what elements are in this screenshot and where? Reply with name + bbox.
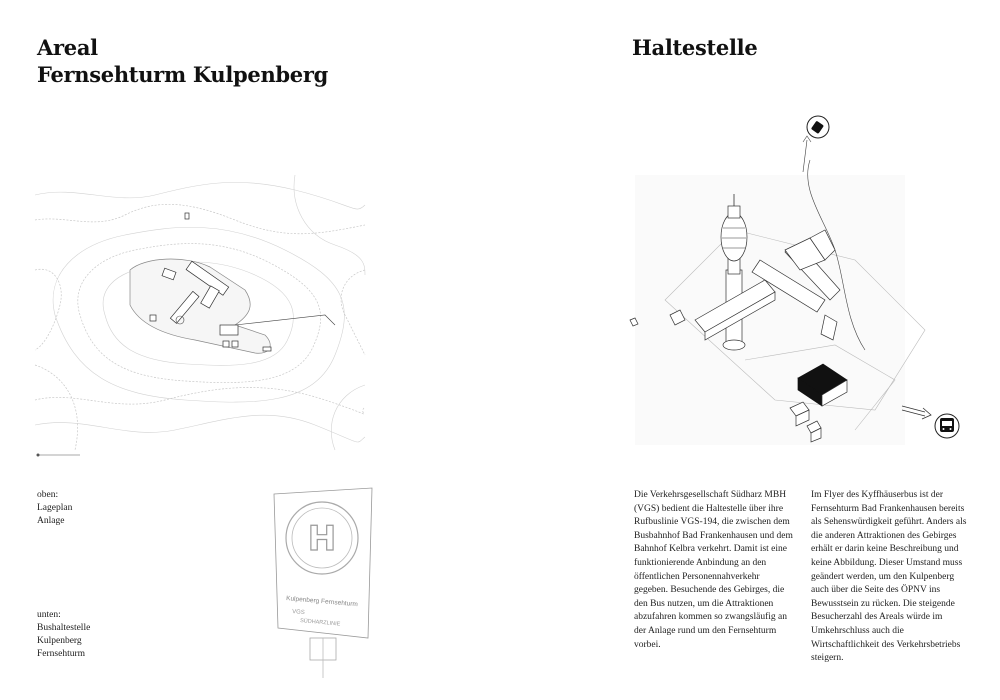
caption-bottom	[37, 609, 90, 661]
page-title-right: Haltestelle	[632, 35, 758, 60]
caption-top-line: oben:	[37, 490, 59, 500]
scale-bar	[37, 454, 81, 457]
title-line-2: Fernsehturm Kulpenberg	[37, 62, 329, 87]
caption-bottom-line: Bushaltestelle	[37, 623, 91, 633]
caption-top-line: Anlage	[37, 516, 65, 526]
sign-line: SÜDHARZLINIE	[299, 618, 341, 628]
axonometric-drawing	[625, 110, 965, 440]
page-title-left	[37, 34, 328, 88]
sign-operator: VGS	[291, 609, 305, 617]
bus-icon	[935, 414, 959, 438]
site-plan-drawing	[35, 175, 365, 450]
caption-bottom-line: unten:	[37, 610, 61, 620]
caption-top	[37, 489, 72, 528]
sign-station-name: Kulpenberg Fernsehturm	[285, 595, 359, 609]
title-line-1: Areal	[37, 35, 98, 60]
arrow-to-car	[803, 140, 807, 172]
text-column-2: Im Flyer des Kyffhäuserbus ist der Fernsehturm Bad Frankenhausen bereits als Sehenswürdigkeit geführt. Anders als die anderen Attraktionen des Gebirges erhält er darin keine Beschreibung und keine Abbildung. Dieser Umstand muss geändert werden, um den Kulpenberg auch über die Seite des ÖPNV ins Bewusstsein zu rücken. Die steigende Besucherzahl des Areals würde im Umkehrschluss auch die Wirtschaftlichkeit des Verkehrsbetriebs steigern.	[811, 490, 967, 664]
caption-top-line: Lageplan	[37, 503, 73, 513]
caption-bottom-line: Fernsehturm	[37, 649, 86, 659]
caption-bottom-line: Kulpenberg	[37, 636, 82, 646]
car-icon	[807, 116, 829, 138]
bus-stop-h-symbol: H	[307, 519, 337, 559]
right-page	[500, 0, 1000, 700]
text-column-1: Die Verkehrsgesellschaft Südharz MBH (VGS) bedient die Haltestelle über ihre Rufbuslinie VGS-194, die zwischen dem Busbahnhof Bad Frankenhausen und dem Bahnhof Kelbra verkehrt. Damit ist eine funktionierende Anbindung an den öffentlichen Personennahverkehr gegeben. Besuchende des Gebirges, die den Bus nutzen, um die Attraktionen abzufahren kommen so zwangsläufig an der Anlage rund um den Fernsehturm vorbei.	[634, 490, 793, 650]
bus-stop-sign	[272, 488, 377, 678]
arrow-icon	[902, 406, 931, 419]
terrain-outline	[635, 175, 925, 445]
